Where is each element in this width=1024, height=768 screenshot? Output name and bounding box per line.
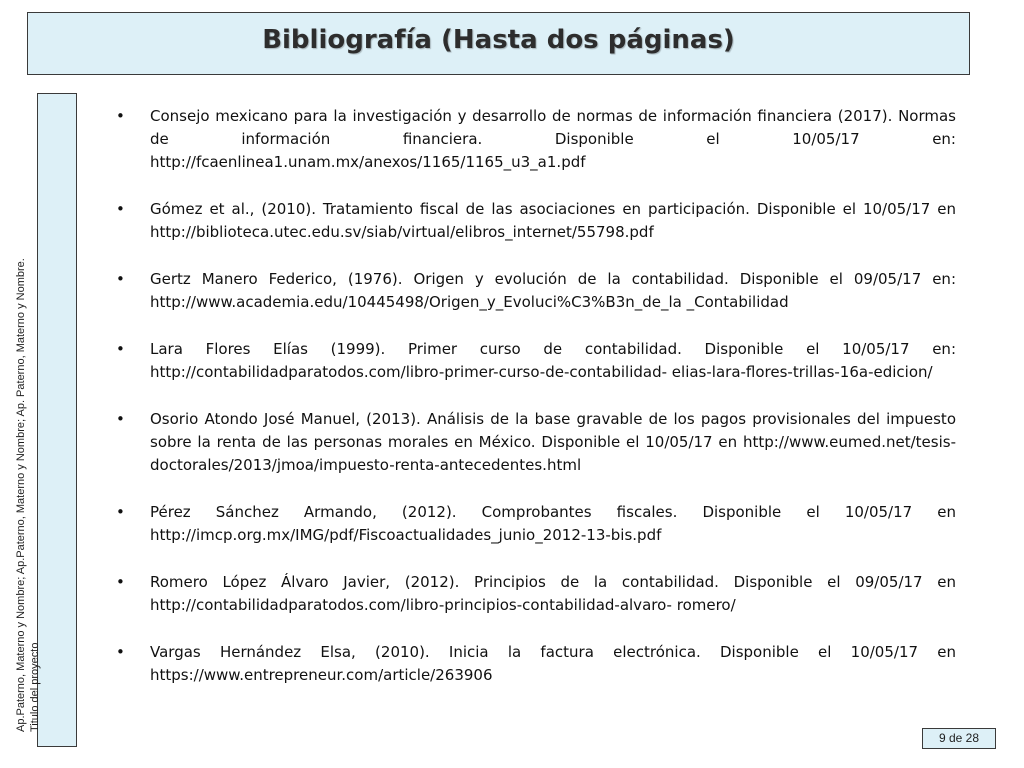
reference-text: Romero López Álvaro Javier, (2012). Principios de la contabilidad. Disponible el 09/05/17 en http://contabilidadparatodos.com/libro-principios-contabilidad-alvaro- romero/ <box>150 573 956 614</box>
sidebar-text <box>14 92 42 732</box>
reference-item <box>110 408 956 477</box>
bullet-icon: • <box>116 410 125 428</box>
reference-item <box>110 198 956 244</box>
title-banner <box>27 12 970 75</box>
page-number-badge: 9 de 28 <box>922 728 996 749</box>
reference-text: Osorio Atondo José Manuel, (2013). Análisis de la base gravable de los pagos provisionales del impuesto sobre la renta de las personas morales en México. Disponible el 10/05/17 en http://www.eumed.net/tesis- doctorales/2013/jmoa/impuesto-renta-antecedentes.html <box>150 410 956 474</box>
reference-list <box>110 105 956 711</box>
bullet-icon: • <box>116 340 125 358</box>
sidebar-project-title: Titulo del proyecto <box>29 642 41 732</box>
reference-item <box>110 338 956 384</box>
bullet-icon: • <box>116 107 125 125</box>
reference-text: Gertz Manero Federico, (1976). Origen y evolución de la contabilidad. Disponible el 09/05/17 en: http://www.academia.edu/10445498/Origen_y_Evoluci%C3%B3n_de_la _Contabilidad <box>150 270 956 311</box>
reference-item <box>110 641 956 687</box>
reference-text: Pérez Sánchez Armando, (2012). Comprobantes fiscales. Disponible el 10/05/17 en http://imcp.org.mx/IMG/pdf/Fiscoactualidades_junio_2012-13-bis.pdf <box>150 503 956 544</box>
bullet-icon: • <box>116 200 125 218</box>
reference-item <box>110 501 956 547</box>
bullet-icon: • <box>116 270 125 288</box>
reference-item <box>110 268 956 314</box>
reference-item <box>110 105 956 174</box>
bullet-icon: • <box>116 573 125 591</box>
page-title: Bibliografía (Hasta dos páginas) <box>262 25 735 55</box>
authors-sidebar <box>15 93 77 747</box>
sidebar-authors: Ap.Paterno, Materno y Nombre; Ap.Paterno, Materno y Nombre; Ap. Paterno, Materno y Nombre. <box>15 258 27 732</box>
reference-item <box>110 571 956 617</box>
reference-text: Consejo mexicano para la investigación y desarrollo de normas de información financiera (2017). Normas de información financiera. Disponible el 10/05/17 en: http://fcaenlinea1.unam.mx/anexos/1165/1165_u3_a1.pdf <box>150 107 956 171</box>
reference-text: Gómez et al., (2010). Tratamiento fiscal de las asociaciones en participación. Disponible el 10/05/17 en http://biblioteca.utec.edu.sv/siab/virtual/elibros_internet/55798.pdf <box>150 200 956 241</box>
bullet-icon: • <box>116 503 125 521</box>
reference-text: Lara Flores Elías (1999). Primer curso de contabilidad. Disponible el 10/05/17 en: http://contabilidadparatodos.com/libro-primer-curso-de-contabilidad- elias-lara-flores-trillas-16a-edicion/ <box>150 340 956 381</box>
bullet-icon: • <box>116 643 125 661</box>
reference-text: Vargas Hernández Elsa, (2010). Inicia la factura electrónica. Disponible el 10/05/17 en https://www.entrepreneur.com/article/263906 <box>150 643 956 684</box>
